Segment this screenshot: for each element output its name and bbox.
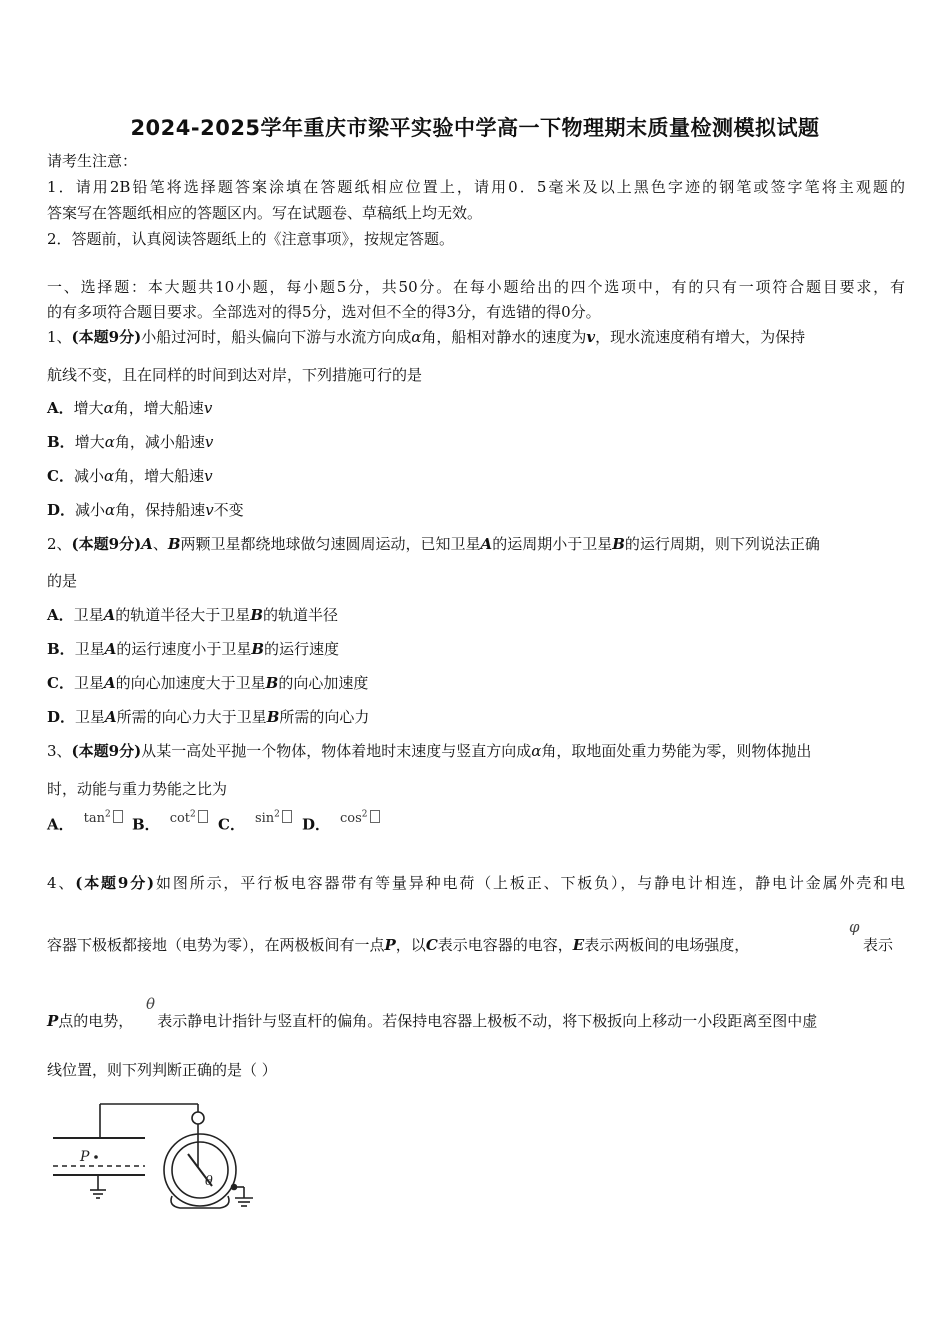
- question-number: 3、: [47, 742, 72, 760]
- symbol-a: A: [104, 640, 117, 658]
- question-3-option-b[interactable]: [132, 812, 208, 836]
- question-2-stem-line-2: 的是: [47, 572, 78, 590]
- question-1-stem-line-2: 航线不变，且在同样的时间到达对岸，下列措施可行的是: [47, 366, 423, 384]
- option-text: 角，增大船速: [113, 399, 204, 417]
- question-2-option-b[interactable]: [47, 639, 339, 659]
- stem-text: 表示两板间的电场强度，: [584, 936, 750, 954]
- question-1-option-c[interactable]: [47, 466, 213, 486]
- exponent: 2: [190, 810, 196, 820]
- missing-glyph-icon: [198, 810, 208, 823]
- option-text: 的向心加速度大于卫星: [115, 674, 266, 692]
- symbol-a: A: [103, 606, 116, 624]
- point-p-dot: [94, 1155, 98, 1159]
- option-text: 角，增大船速: [114, 467, 205, 485]
- symbol-v: v: [204, 467, 213, 485]
- section-heading-line-1: 一、选择题：本大题共10小题，每小题5分，共50分。在每小题给出的四个选项中，有的只有一项符合题目要求，有: [47, 278, 905, 296]
- symbol-b: B: [167, 535, 181, 553]
- stem-text: ，现水流速度稍有增大，为保持: [595, 328, 806, 346]
- option-text: 不变: [213, 501, 244, 519]
- symbol-b: B: [265, 674, 279, 692]
- option-text: 增大: [73, 399, 104, 417]
- option-formula: [255, 811, 292, 826]
- section-heading-line-2: 的有多项符合题目要求。全部选对的得5分，选对但不全的得3分，有选错的得0分。: [47, 303, 601, 321]
- symbol-e: E: [572, 936, 585, 954]
- notice-item-1-line-2: 答案写在答题纸相应的答题区内。写在试题卷、草稿纸上均无效。: [47, 204, 483, 222]
- symbol-alpha: α: [411, 328, 422, 346]
- function-name: cos: [340, 811, 362, 827]
- question-number: 1、: [47, 328, 72, 346]
- question-1-option-d[interactable]: [47, 500, 244, 520]
- figure-label-p: P: [80, 1149, 90, 1165]
- question-score: (本题9分): [75, 874, 155, 892]
- function-name: cot: [169, 811, 191, 827]
- stem-text: 、: [152, 535, 168, 553]
- option-formula: [340, 811, 380, 826]
- stem-text: ，以: [395, 936, 426, 954]
- symbol-alpha: α: [105, 501, 116, 519]
- option-label: D．: [47, 501, 76, 519]
- notice-heading: 请考生注意：: [47, 152, 138, 170]
- exponent: 2: [105, 810, 111, 820]
- option-formula: [170, 811, 208, 826]
- question-score: (本题9分): [71, 742, 142, 760]
- symbol-p: P: [47, 1012, 59, 1030]
- symbol-alpha: α: [531, 742, 542, 760]
- option-label: A．: [47, 815, 74, 834]
- option-label: C．: [47, 674, 74, 692]
- stem-text: 角，取地面处重力势能为零，则物体抛出: [541, 742, 812, 760]
- symbol-alpha: α: [103, 399, 114, 417]
- symbol-b: B: [266, 708, 280, 726]
- stem-text: 的运周期小于卫星: [492, 535, 613, 553]
- option-text: 卫星: [74, 640, 105, 658]
- symbol-v: v: [204, 433, 214, 451]
- option-label: B．: [47, 433, 75, 451]
- option-text: 的轨道半径: [263, 606, 339, 624]
- stem-text: 如图所示，平行板电容器带有等量异种电荷（上板正、下板负），与静电计相连，静电计金属外壳和电: [154, 874, 905, 892]
- question-2-option-c[interactable]: [47, 673, 368, 693]
- function-name: tan: [83, 811, 105, 827]
- symbol-b: B: [250, 606, 263, 624]
- question-score: (本题9分): [71, 328, 142, 346]
- exponent: 2: [361, 810, 368, 820]
- notice-item-2: 2．答题前，认真阅读答题纸上的《注意事项》，按规定答题。: [47, 230, 455, 248]
- option-text: 减小: [75, 501, 106, 519]
- option-label: C．: [218, 815, 245, 834]
- question-4-stem-line-2-end: 表示: [863, 936, 894, 954]
- question-4-stem-line-4: 线位置，则下列判断正确的是（ ）: [47, 1061, 277, 1079]
- symbol-v: v: [205, 501, 214, 519]
- stem-text: 表示电容器的电容，: [437, 936, 573, 954]
- option-label: A．: [47, 606, 74, 624]
- missing-glyph-icon: [282, 810, 292, 823]
- question-number: 2、: [47, 535, 72, 553]
- option-label: B．: [47, 640, 75, 658]
- symbol-a: A: [105, 708, 117, 726]
- figure-label-theta: θ: [205, 1174, 213, 1189]
- option-text: 的轨道半径大于卫星: [115, 606, 251, 624]
- symbol-alpha: α: [104, 433, 115, 451]
- question-4-stem-line-3: [47, 1011, 817, 1031]
- stem-text: 容器下极板都接地（电势为零），在两极板间有一点: [47, 936, 385, 954]
- question-score: (本题9分): [71, 535, 142, 553]
- question-2-option-a[interactable]: [47, 605, 338, 625]
- option-text: 的运行速度: [264, 640, 340, 658]
- question-1-option-a[interactable]: [47, 398, 212, 418]
- symbol-alpha: α: [103, 467, 115, 485]
- symbol-c: C: [425, 936, 438, 954]
- stem-text: 小船过河时，船头偏向下游与水流方向成: [141, 328, 412, 346]
- option-text: 角，减小船速: [114, 433, 205, 451]
- option-text: 卫星: [73, 674, 104, 692]
- question-3-stem-line-1: [47, 741, 811, 761]
- symbol-p: P: [384, 936, 396, 954]
- option-text: 卫星: [75, 708, 106, 726]
- question-3-option-d[interactable]: [302, 812, 380, 836]
- symbol-b: B: [251, 640, 265, 658]
- function-name: sin: [254, 811, 275, 827]
- missing-glyph-icon: [113, 810, 123, 823]
- capacitor-electroscope-figure: [50, 1098, 265, 1233]
- question-number: 4、: [47, 874, 76, 892]
- option-label: D．: [302, 815, 331, 834]
- symbol-phi: φ: [849, 918, 860, 936]
- notice-item-1-line-1: 1．请用2B铅笔将选择题答案涂填在答题纸相应位置上，请用0．5毫米及以上黑色字迹的钢笔或签字笔将主观题的: [47, 178, 905, 196]
- question-2-stem-line-1: [47, 534, 820, 554]
- option-text: 所需的向心力大于卫星: [116, 708, 267, 726]
- stem-text: 角，船相对静水的速度为: [421, 328, 587, 346]
- option-text: 的运行速度小于卫星: [116, 640, 252, 658]
- question-4-stem-line-2: [47, 935, 749, 955]
- question-3-stem-line-2: 时，动能与重力势能之比为: [47, 780, 228, 798]
- symbol-a: A: [480, 535, 493, 553]
- symbol-v: v: [203, 399, 213, 417]
- question-4-stem-line-1: [47, 873, 905, 893]
- question-1-option-b[interactable]: [47, 432, 213, 452]
- stem-text: 两颗卫星都绕地球做匀速圆周运动，已知卫星: [180, 535, 481, 553]
- exponent: 2: [274, 810, 280, 820]
- stem-text: 表示静电计指针与竖直杆的偏角。若保持电容器上极板不动，将下极扳向上移动一小段距离至图中虚: [157, 1012, 818, 1030]
- question-2-option-d[interactable]: [47, 707, 369, 727]
- option-label: D．: [47, 708, 76, 726]
- stem-text: 的运行周期，则下列说法正确: [624, 535, 820, 553]
- option-text: 所需的向心力: [279, 708, 370, 726]
- question-1-stem-line-1: [47, 327, 805, 347]
- option-text: 减小: [73, 467, 104, 485]
- symbol-a: A: [141, 535, 153, 553]
- option-text: 角，保持船速: [115, 501, 206, 519]
- stem-text: 从某一高处平抛一个物体，物体着地时末速度与竖直方向成: [141, 742, 532, 760]
- question-3-option-c[interactable]: [218, 812, 292, 836]
- option-text: 卫星: [73, 606, 104, 624]
- symbol-b: B: [612, 535, 625, 553]
- missing-glyph-icon: [370, 810, 380, 823]
- symbol-theta: θ: [146, 995, 156, 1013]
- option-text: 增大: [74, 433, 105, 451]
- option-text: 的向心加速度: [278, 674, 369, 692]
- symbol-v: v: [586, 328, 596, 346]
- option-label: C．: [47, 467, 74, 485]
- option-formula: [84, 811, 123, 826]
- page-title: 2024-2025学年重庆市梁平实验中学高一下物理期末质量检测模拟试题: [130, 116, 820, 140]
- question-3-option-a[interactable]: [47, 812, 123, 836]
- option-label: A．: [47, 399, 74, 417]
- option-label: B．: [132, 815, 160, 834]
- symbol-a: A: [103, 674, 116, 692]
- stem-text: 点的电势，: [58, 1012, 134, 1030]
